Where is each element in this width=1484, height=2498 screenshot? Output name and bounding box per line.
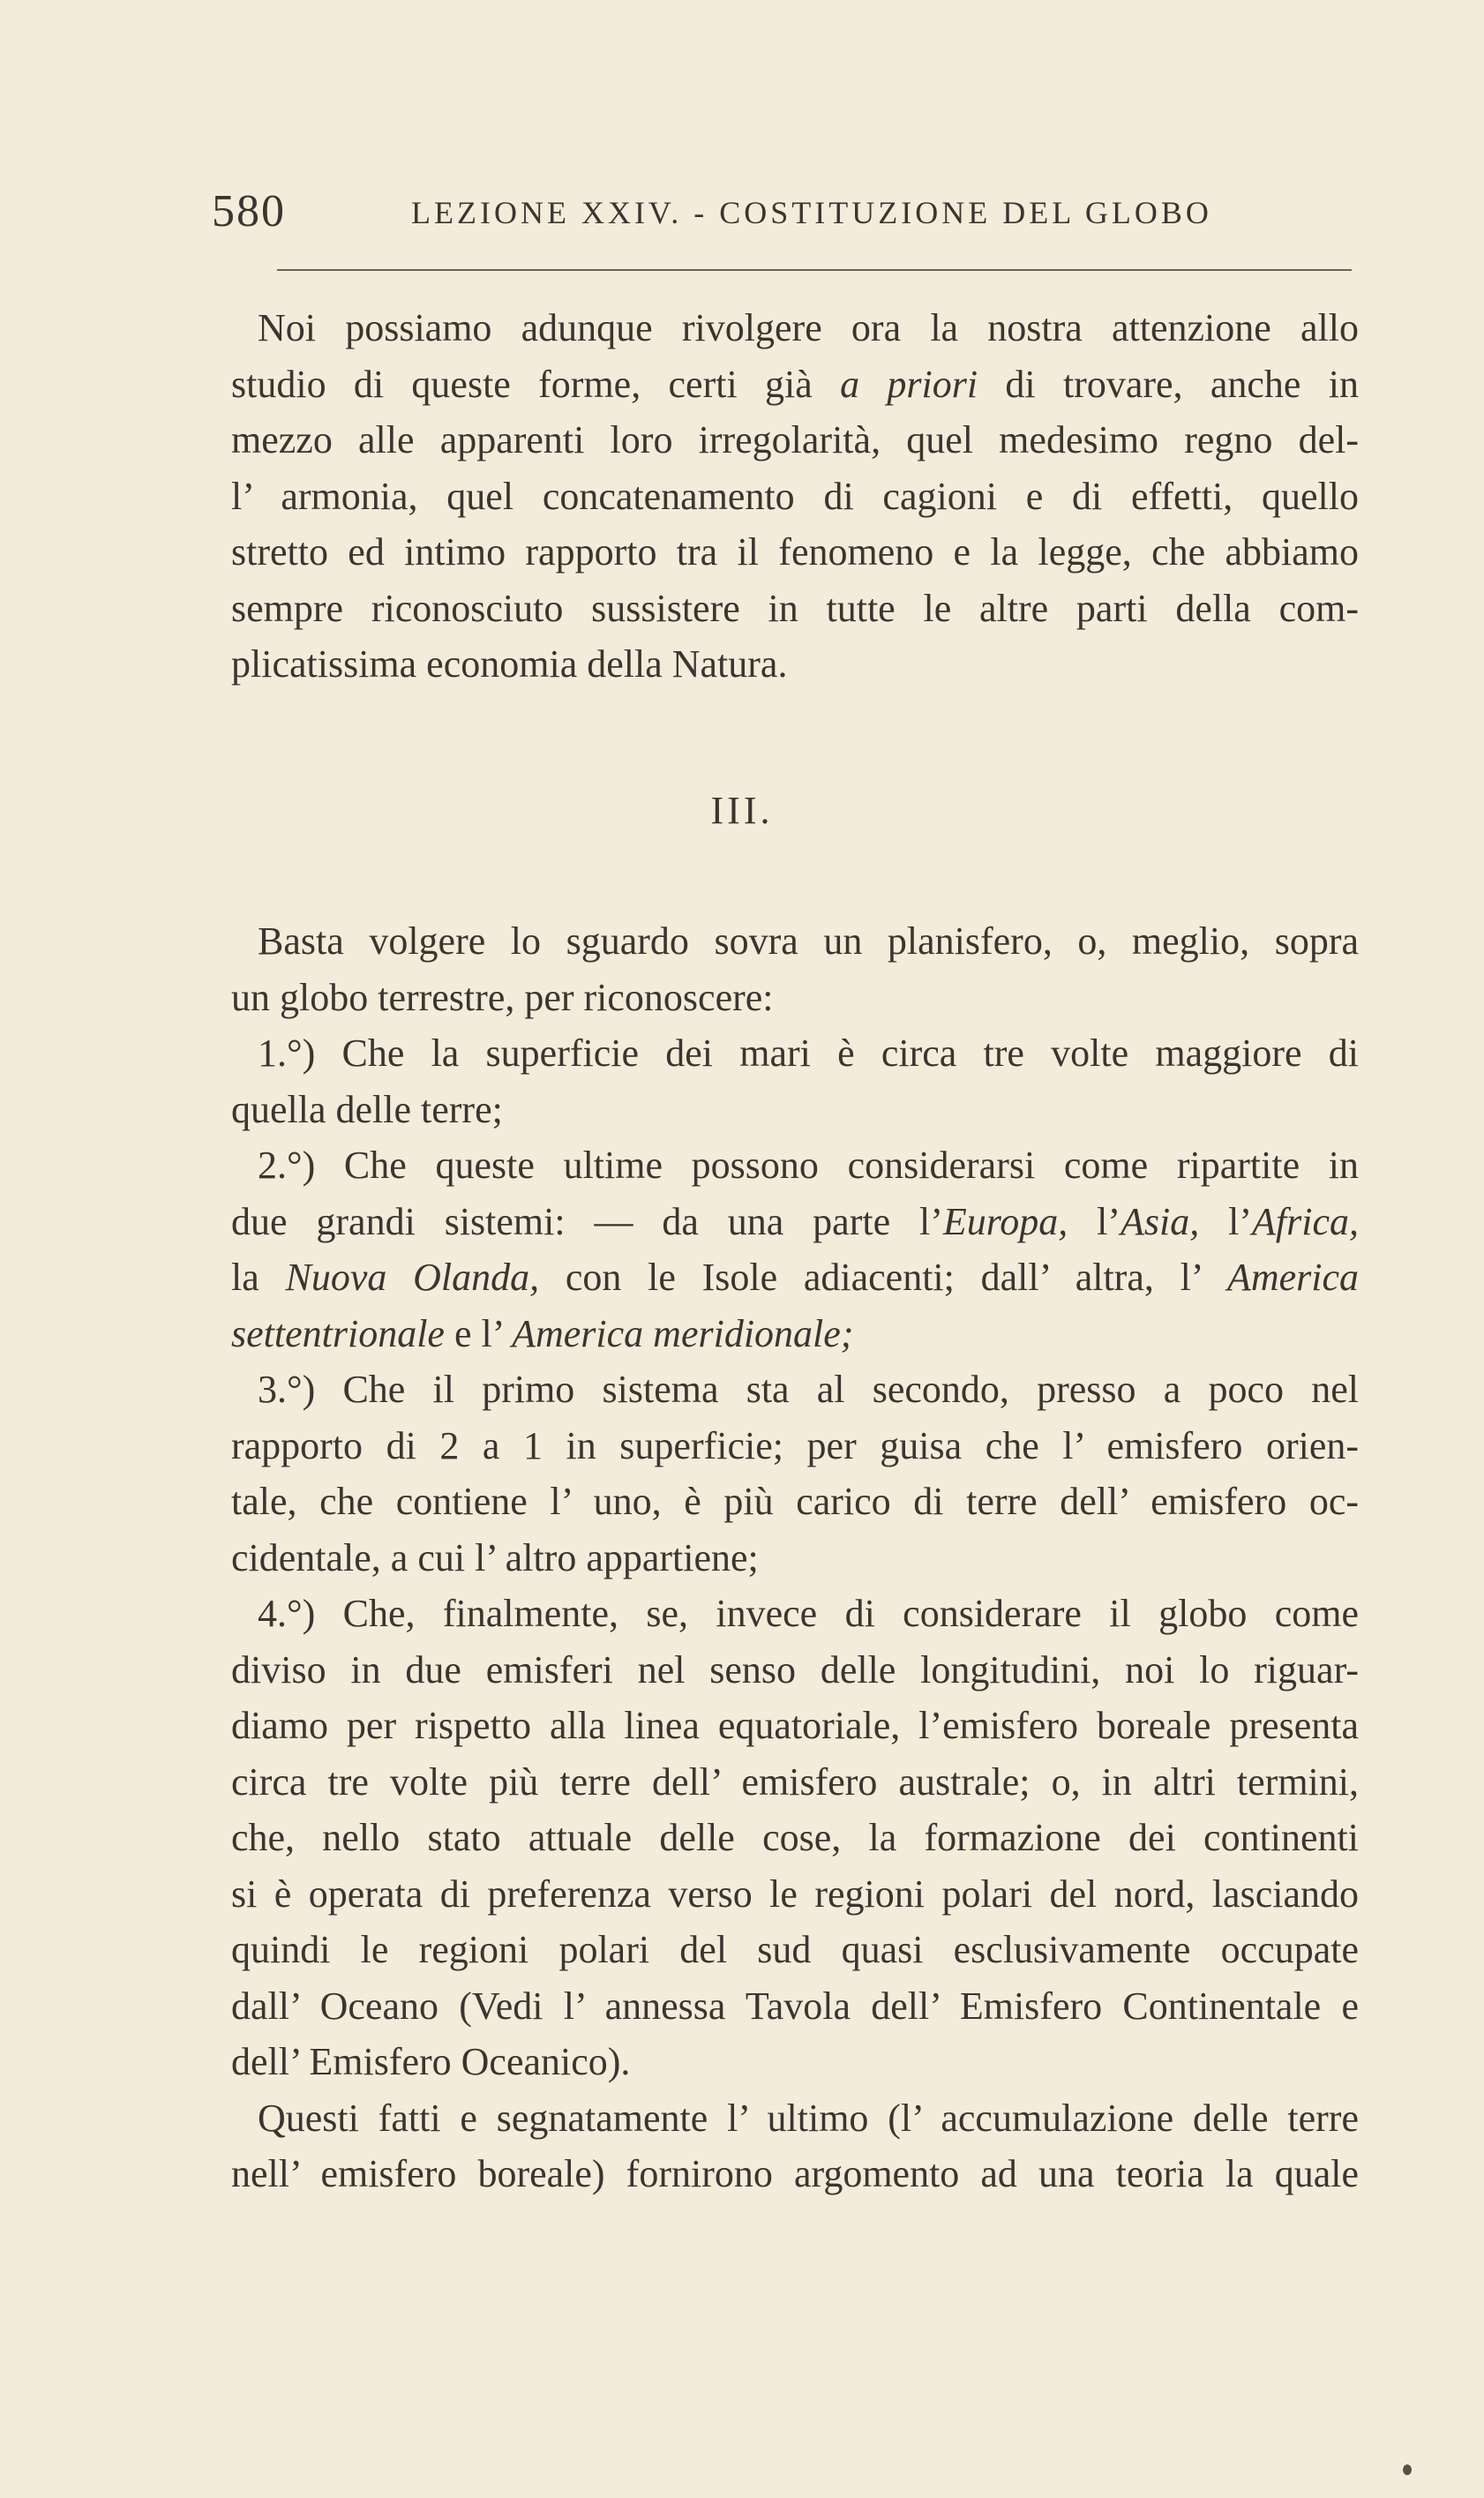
page-header (212, 185, 1359, 238)
text-line: quindi le regioni polari del sud quasi esclusivamente occupate (231, 1928, 1359, 1971)
text-line: rapporto di 2 a 1 in superficie; per guisa che l’ emisfero orien- (231, 1423, 1359, 1467)
text-line: sempre riconosciuto sussistere in tutte le altre parti della com- (231, 586, 1359, 630)
text-line: si è operata di preferenza verso le regioni polari del nord, lasciando (231, 1872, 1359, 1916)
text-line: due grandi sistemi: — da una parte l’Europa, l’Asia, l’Africa, (231, 1199, 1359, 1243)
paragraph-intro (231, 300, 1359, 693)
list-item-3: 3.°) Che il primo sistema sta al secondo, presso a poco nel (258, 1368, 1359, 1411)
header-rule (277, 269, 1352, 271)
paragraph-list (231, 913, 1359, 2202)
text-line: nell’ emisfero boreale) fornirono argomento ad una teoria la quale (231, 2152, 1359, 2195)
list-item-2: 2.°) Che queste ultime possono considerarsi come ripartite in (258, 1144, 1359, 1187)
print-speck (1403, 2464, 1412, 2475)
text-line: che, nello stato attuale delle cose, la formazione dei continenti (231, 1816, 1359, 1859)
text-line: Basta volgere lo sguardo sovra un planisfero, o, meglio, sopra (258, 919, 1359, 963)
page-number: 580 (212, 186, 286, 236)
text-line: Noi possiamo adunque rivolgere ora la nostra attenzione allo (258, 306, 1359, 349)
text-line: diamo per rispetto alla linea equatoriale, l’emisfero boreale presenta (231, 1704, 1359, 1747)
list-item-4: 4.°) Che, finalmente, se, invece di considerare il globo come (258, 1592, 1359, 1635)
text-line: studio di queste forme, certi già a priori di trovare, anche in (231, 362, 1359, 406)
text-line: dall’ Oceano (Vedi l’ annessa Tavola dell’ Emisfero Continentale e (231, 1984, 1359, 2028)
text-line: stretto ed intimo rapporto tra il fenomeno e la legge, che abbiamo (231, 530, 1359, 574)
text-line: tale, che contiene l’ uno, è più carico di terre dell’ emisfero oc- (231, 1480, 1359, 1523)
section-heading: III. (710, 789, 774, 832)
text-line: mezzo alle apparenti loro irregolarità, quel medesimo regno del- (231, 418, 1359, 461)
text-line: circa tre volte più terre dell’ emisfero australe; o, in altri termini, (231, 1759, 1359, 1804)
running-title: LEZIONE XXIV. - COSTITUZIONE DEL GLOBO (411, 195, 1212, 230)
text-line: la Nuova Olanda, con le Isole adiacenti; dall’ altra, l’ America (231, 1256, 1359, 1299)
text-line: un globo terrestre, per riconoscere: (231, 975, 774, 1019)
text-line: quella delle terre; (231, 1087, 503, 1131)
list-item-1: 1.°) Che la superficie dei mari è circa tre volte maggiore di (258, 1031, 1359, 1075)
text-line: settentrionale e l’ America meridionale; (231, 1311, 854, 1355)
text-line: cidentale, a cui l’ altro appartiene; (231, 1535, 759, 1579)
text-line: Questi fatti e segnatamente l’ ultimo (l’ accumulazione delle terre (258, 2096, 1359, 2140)
text-line: dell’ Emisfero Oceanico). (231, 2040, 631, 2083)
text-line: l’ armonia, quel concatenamento di cagioni e di effetti, quello (231, 474, 1359, 518)
text-line: diviso in due emisferi nel senso delle longitudini, noi lo riguar- (231, 1647, 1359, 1692)
text-line: plicatissima economia della Natura. (231, 642, 788, 686)
